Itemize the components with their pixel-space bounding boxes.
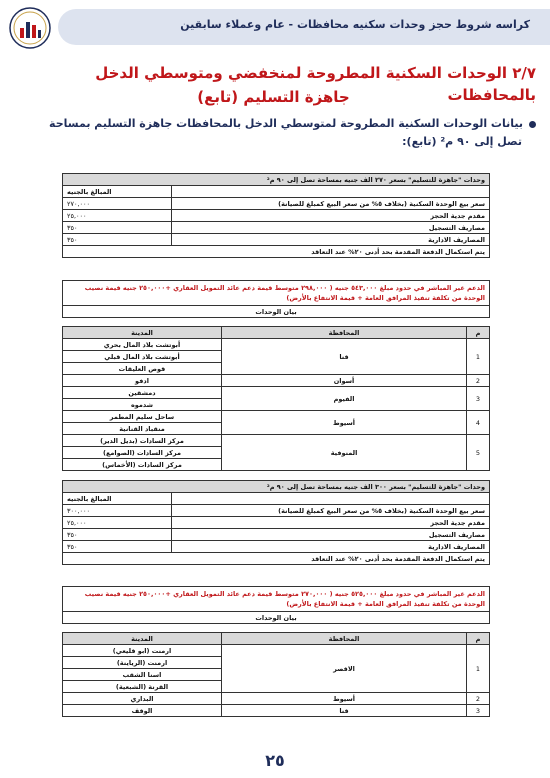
group-gov: أسوان <box>222 375 467 387</box>
pricing-table-2 <box>62 480 490 565</box>
group-no: 5 <box>467 435 490 471</box>
completion-note: يتم استكمال الدفعة المقدمة بحد أدنى ٢٠% عند التعاقد <box>63 553 490 565</box>
city-cell: البداري <box>63 693 222 705</box>
col-gov-header: المحافظة <box>222 633 467 645</box>
amount-header: المبالغ بالجنيه <box>63 493 172 505</box>
col-no-header: م <box>467 327 490 339</box>
group-no: 1 <box>467 339 490 375</box>
units-table-2 <box>62 632 490 717</box>
row-label: مقدم جدية الحجز <box>172 517 490 529</box>
city-cell: مركز السادات (الصوامع) <box>63 447 222 459</box>
intro-bullet <box>16 115 536 151</box>
row-label: مقدم جدية الحجز <box>172 210 490 222</box>
group-gov: قنا <box>222 705 467 717</box>
group-gov: المنوفية <box>222 435 467 471</box>
city-cell: ساحل سليم المطمر <box>63 411 222 423</box>
row-label: سعر بيع الوحدة السكنية (بخلاف ٥% من سعر البيع كمبلغ للصيانة) <box>172 198 490 210</box>
row-value: ٣٥٠ <box>63 234 172 246</box>
city-cell: أبوتشت بلاد المال بحري <box>63 339 222 351</box>
city-cell: قوص العليقات <box>63 363 222 375</box>
row-label: مصاريف التسجيل <box>172 529 490 541</box>
group-gov: قنا <box>222 339 467 375</box>
row-label: المصاريف الادارية <box>172 234 490 246</box>
completion-note: يتم استكمال الدفعة المقدمة بحد أدنى ٢٠% عند التعاقد <box>63 246 490 258</box>
row-value: ٢٧٠,٠٠٠ <box>63 198 172 210</box>
city-cell: القرنة (الشبعية) <box>63 681 222 693</box>
city-cell: أبوتشت بلاد المال قبلي <box>63 351 222 363</box>
group-gov: أسيوط <box>222 411 467 435</box>
group-gov: أسيوط <box>222 693 467 705</box>
bullet-line-1: بيانات الوحدات السكنية المطروحة لمتوسطي الدخل بالمحافظات جاهزة التسليم بمساحة <box>49 117 523 130</box>
city-cell: ارمنت (الرياينة) <box>63 657 222 669</box>
col-city-header: المدينة <box>63 327 222 339</box>
group-gov: الاقصر <box>222 645 467 693</box>
city-cell: شدموه <box>63 399 222 411</box>
bullet-dot-icon <box>529 121 536 128</box>
section-subheading: جاهزة التسليم (تابع) <box>197 88 350 106</box>
group-gov: الفيوم <box>222 387 467 411</box>
header-title: كراسه شروط حجز وحدات سكنيه محافظات - عام وعملاء سابقين <box>180 18 530 31</box>
bullet-line-2: تصل إلى ٩٠ م² (تابع): <box>402 135 522 148</box>
city-cell: اسنا الشقب <box>63 669 222 681</box>
amount-header: المبالغ بالجنيه <box>63 186 172 198</box>
city-cell: الوقف <box>63 705 222 717</box>
row-value: ٢٥,٠٠٠ <box>63 210 172 222</box>
units-title: بيان الوحدات <box>63 612 490 624</box>
pricing-table-title: وحدات "جاهزة للتسليم" بسعر ٣٠٠ الف جنيه بمساحة تصل إلى ٩٠ م² <box>63 481 490 493</box>
group-no: 4 <box>467 411 490 435</box>
units-table-1 <box>62 326 490 471</box>
row-value: ٣٠٠,٠٠٠ <box>63 505 172 517</box>
group-no: 3 <box>467 387 490 411</box>
page-number: ٢٥ <box>265 751 285 770</box>
row-value: ٣٥٠ <box>63 222 172 234</box>
city-cell: ادفو <box>63 375 222 387</box>
group-no: 3 <box>467 705 490 717</box>
units-title: بيان الوحدات <box>63 306 490 318</box>
col-gov-header: المحافظة <box>222 327 467 339</box>
pricing-table-title: وحدات "جاهزة للتسليم" بسعر ٢٧٠ الف جنيه بمساحة تصل إلى ٩٠ م² <box>63 174 490 186</box>
city-cell: ارمنت (ابو قليعي) <box>63 645 222 657</box>
section-heading: ٢/٧ الوحدات السكنية المطروحة لمنخفضي ومتوسطي الدخل بالمحافظات <box>95 64 536 104</box>
support-note: الدعم غير المباشر في حدود مبلغ ٥٢٥,٠٠٠ جنيه ( ٢٧٠,٠٠٠ متوسط قيمة دعم عائد التمويل العقاري +٢٥٠,٠٠٠ جنيه قيمة نصيب الوحدة من تكلفة تنفيذ المرافق العامة + قيمة الانتفاع بالأرض) <box>63 587 490 612</box>
group-no: 1 <box>467 645 490 693</box>
city-cell: مركز السادات (الأخماس) <box>63 459 222 471</box>
row-label: مصاريف التسجيل <box>172 222 490 234</box>
row-value: ٢٥,٠٠٠ <box>63 517 172 529</box>
col-city-header: المدينة <box>63 633 222 645</box>
city-cell: مركز السادات (بديل الدير) <box>63 435 222 447</box>
col-no-header: م <box>467 633 490 645</box>
row-label: المصاريف الادارية <box>172 541 490 553</box>
support-note-table-1 <box>62 280 490 318</box>
group-no: 2 <box>467 375 490 387</box>
row-label: سعر بيع الوحدة السكنية (بخلاف ٥% من سعر البيع كمبلغ للصيانة) <box>172 505 490 517</box>
ministry-logo-icon <box>8 6 52 50</box>
support-note-table-2 <box>62 586 490 624</box>
row-value: ٣٥٠ <box>63 541 172 553</box>
pricing-table-1 <box>62 173 490 258</box>
support-note: الدعم غير المباشر في حدود مبلغ ٥٤٣,٠٠٠ جنيه ( ٢٩٨,٠٠٠ متوسط قيمة دعم عائد التمويل العقاري +٢٥٠,٠٠٠ جنيه قيمة نصيب الوحدة من تكلفة تنفيذ المرافق العامة + قيمة الانتفاع بالأرض) <box>63 281 490 306</box>
group-no: 2 <box>467 693 490 705</box>
header-banner <box>58 9 550 45</box>
city-cell: منقباد القنانية <box>63 423 222 435</box>
row-value: ٣٥٠ <box>63 529 172 541</box>
city-cell: دمشقين <box>63 387 222 399</box>
